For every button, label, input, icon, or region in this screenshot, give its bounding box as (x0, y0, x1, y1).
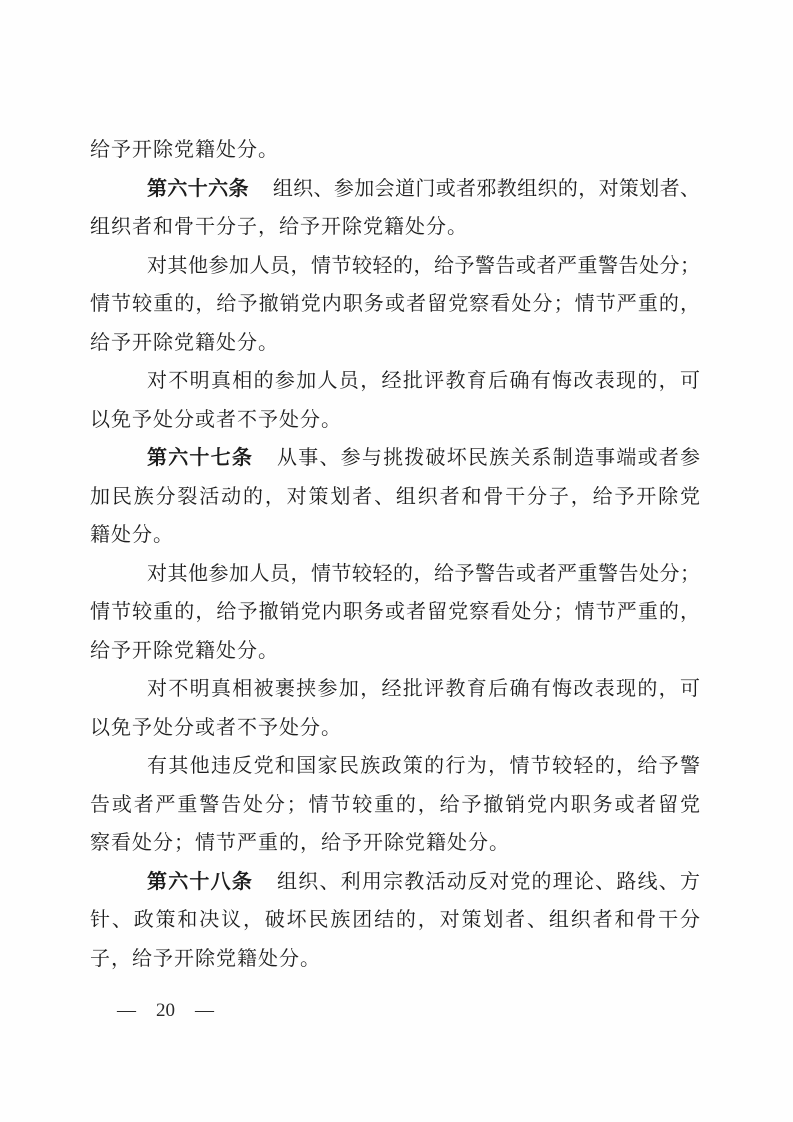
text-line: 对不明真相的参加人员，经批评教育后确有悔改表现的，可 (147, 370, 700, 392)
text-line-body: 从事、参与挑拨破坏民族关系制造事端或者参 (277, 447, 700, 469)
text-line: 以免予处分或者不予处分。 (90, 716, 342, 739)
text-line: 给予开除党籍处分。 (90, 639, 279, 662)
text-line (90, 439, 700, 478)
text-line: 察看处分；情节严重的，给予开除党籍处分。 (90, 832, 510, 854)
text-line-body: 组织、参加会道门或者邪教组织的，对策划者、 (272, 177, 700, 200)
text-line: 加民族分裂活动的，对策划者、组织者和骨干分子，给予开除党 (90, 485, 700, 508)
text-line: 籍处分。 (90, 524, 174, 546)
text-line: 以免予处分或者不予处分。 (90, 408, 342, 431)
article-number: 第六十六条 (147, 177, 249, 200)
text-line: 情节较重的，给予撤销党内职务或者留党察看处分；情节严重的， (90, 293, 700, 315)
text-line (90, 170, 700, 209)
footer-dash-right: — (195, 1000, 214, 1021)
article-number: 第六十八条 (147, 870, 254, 893)
text-line: 对其他参加人员，情节较轻的，给予警告或者严重警告处分； (147, 562, 700, 585)
text-line: 有其他违反党和国家民族政策的行为，情节较轻的，给予警 (147, 755, 700, 777)
text-line: 对不明真相被裹挟参加，经批评教育后确有悔改表现的，可 (147, 678, 700, 700)
text-line: 告或者严重警告处分；情节较重的，给予撤销党内职务或者留党 (90, 793, 700, 816)
text-line: 给予开除党籍处分。 (90, 139, 279, 161)
text-block (90, 131, 700, 978)
text-line (90, 863, 700, 902)
text-line: 情节较重的，给予撤销党内职务或者留党察看处分；情节严重的， (90, 601, 700, 623)
article-number: 第六十七条 (147, 447, 254, 469)
text-line: 针、政策和决议，破坏民族团结的，对策划者、组织者和骨干分 (90, 909, 700, 931)
footer-dash-left: — (117, 1000, 136, 1021)
text-line: 子，给予开除党籍处分。 (90, 947, 321, 970)
text-line: 组织者和骨干分子，给予开除党籍处分。 (90, 216, 468, 238)
text-line: 给予开除党籍处分。 (90, 331, 279, 354)
text-line-body: 组织、利用宗教活动反对党的理论、路线、方 (277, 870, 700, 893)
text-line: 对其他参加人员，情节较轻的，给予警告或者严重警告处分； (147, 254, 700, 277)
page-number: 20 (156, 1000, 175, 1021)
page-footer (117, 998, 214, 1024)
